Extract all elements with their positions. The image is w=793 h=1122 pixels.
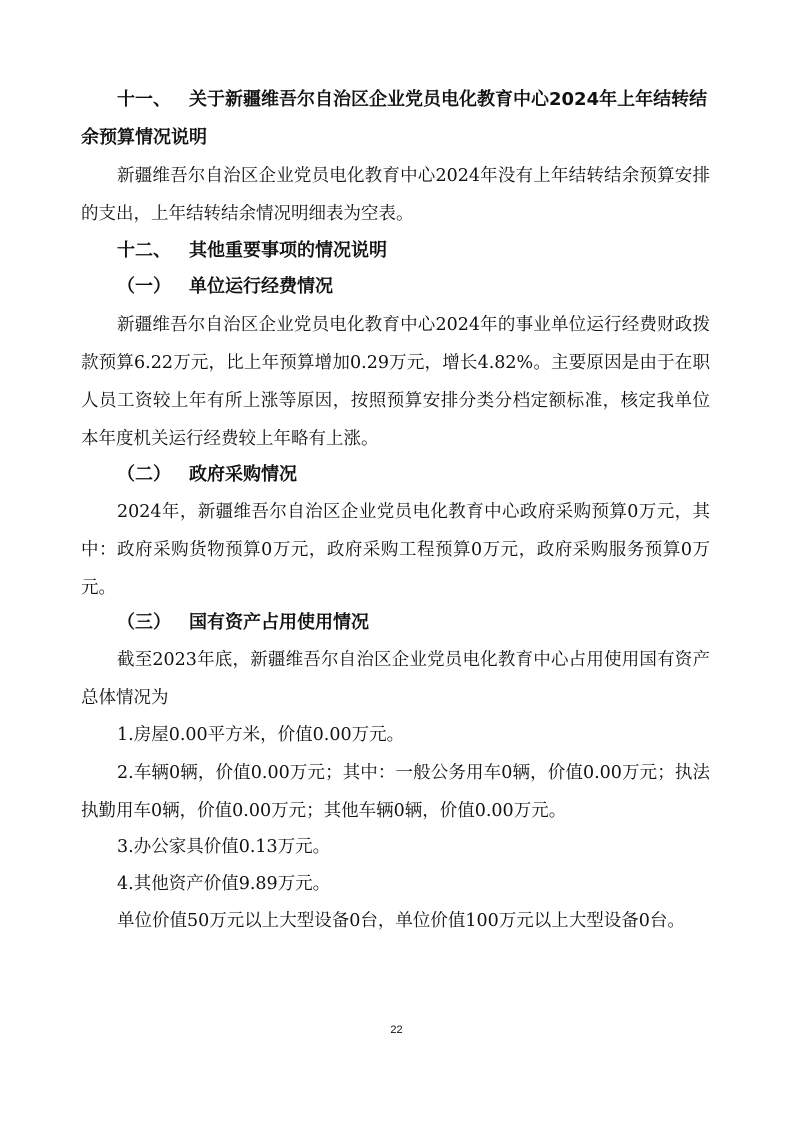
asset-item-housing: 1.房屋0.00平方米，价值0.00万元。 bbox=[117, 725, 405, 745]
section-11-body: 新疆维吾尔自治区企业党员电化教育中心2024年没有上年结转结余预算安排的支出，上年结转结余情况明细表为空表。 bbox=[81, 166, 710, 224]
subsection-2-body: 2024年，新疆维吾尔自治区企业党员电化教育中心政府采购预算0万元，其中：政府采购货物预算0万元，政府采购工程预算0万元，政府采购服务预算0万元。 bbox=[81, 502, 710, 598]
subsection-2-title: 政府采购情况 bbox=[189, 464, 297, 485]
subsection-1-title: 单位运行经费情况 bbox=[189, 276, 333, 297]
subsection-1-heading bbox=[0, 268, 710, 306]
subsection-2-heading bbox=[0, 456, 710, 494]
asset-item-vehicles: 2.车辆0辆，价值0.00万元；其中：一般公务用车0辆，价值0.00万元；执法执勤用车0辆，价值0.00万元；其他车辆0辆，价值0.00万元。 bbox=[81, 763, 710, 821]
section-11-number: 十一、 bbox=[117, 89, 171, 110]
subsection-2-number: （二） bbox=[117, 464, 171, 485]
subsection-1-body: 新疆维吾尔自治区企业党员电化教育中心2024年的事业单位运行经费财政拨款预算6.22万元，比上年预算增加0.29万元，增长4.82%。主要原因是由于在职人员工资较上年有所上涨等原因，按照预算安排分类分档定额标准，核定我单位本年度机关运行经费较上年略有上涨。 bbox=[81, 315, 710, 449]
section-12-number: 十二、 bbox=[117, 240, 171, 261]
section-11-title: 关于新疆维吾尔自治区企业党员电化教育中心2024年上年结转结余预算情况说明 bbox=[81, 89, 708, 148]
subsection-3-intro: 截至2023年底，新疆维吾尔自治区企业党员电化教育中心占用使用国有资产总体情况为 bbox=[81, 650, 710, 708]
section-11-heading bbox=[0, 81, 710, 157]
large-equipment-note: 单位价值50万元以上大型设备0台，单位价值100万元以上大型设备0台。 bbox=[117, 911, 685, 931]
asset-item-furniture: 3.办公家具价值0.13万元。 bbox=[117, 837, 331, 857]
section-12-title: 其他重要事项的情况说明 bbox=[189, 240, 387, 261]
subsection-1-number: （一） bbox=[117, 276, 171, 297]
asset-item-other: 4.其他资产价值9.89万元。 bbox=[117, 874, 331, 894]
subsection-3-title: 国有资产占用使用情况 bbox=[189, 612, 369, 633]
page-number: 22 bbox=[390, 1024, 403, 1036]
subsection-3-heading bbox=[0, 604, 710, 642]
section-12-heading bbox=[0, 232, 710, 270]
subsection-3-number: （三） bbox=[117, 612, 171, 633]
